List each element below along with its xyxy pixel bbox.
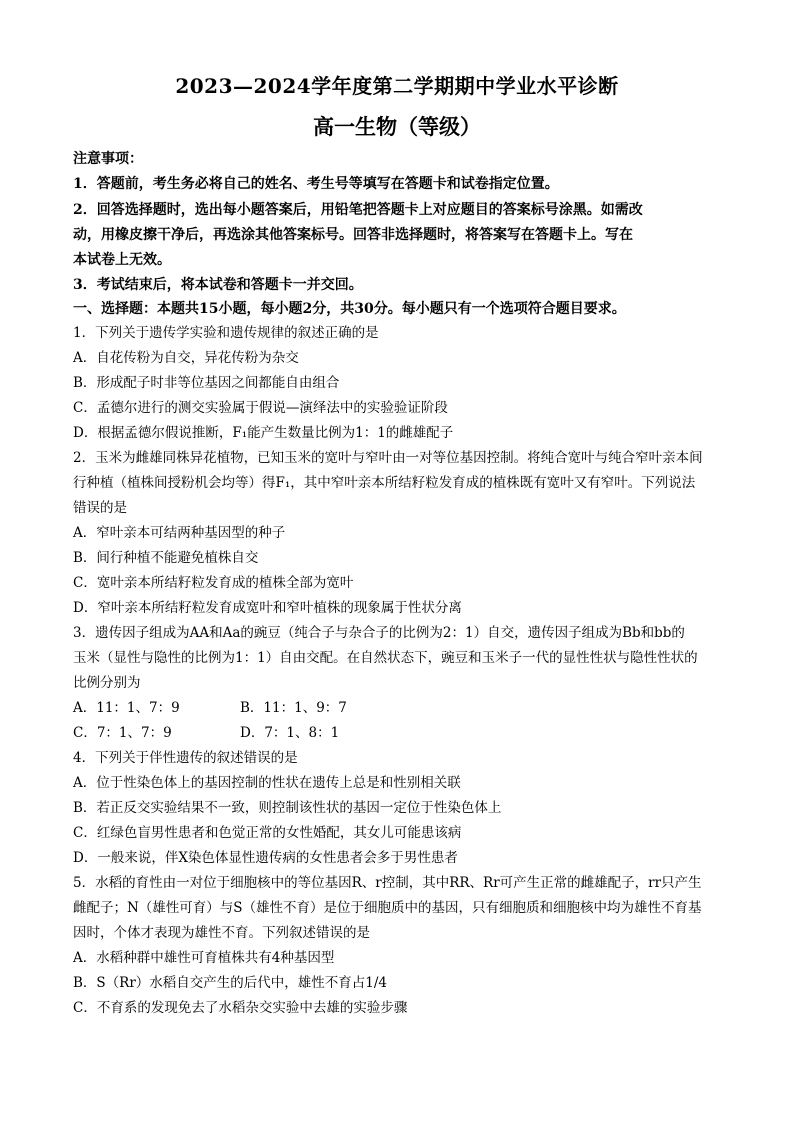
section-1-heading: 一、选择题：本题共15小题，每小题2分，共30分。每小题只有一个选项符合题目要求。 bbox=[73, 301, 626, 317]
q4-option-a: A．位于性染色体上的基因控制的性状在遗传上总是和性别相关联 bbox=[73, 775, 461, 791]
q1-option-b: B．形成配子时非等位基因之间都能自由组合 bbox=[73, 375, 340, 391]
q2-stem-line-2: 行种植（植株间授粉机会均等）得F₁，其中窄叶亲本所结籽粒发育成的植株既有宽叶又有窄叶。下列说法 bbox=[73, 475, 696, 491]
q1-stem: 1．下列关于遗传学实验和遗传规律的叙述正确的是 bbox=[73, 325, 379, 341]
q4-option-c: C．红绿色盲男性患者和色觉正常的女性婚配，其女儿可能患该病 bbox=[73, 825, 462, 841]
notice-heading: 注意事项： bbox=[73, 151, 143, 167]
exam-subtitle: 高一生物（等级） bbox=[313, 114, 481, 139]
exam-title: 2023—2024学年度第二学期期中学业水平诊断 bbox=[175, 74, 619, 98]
q3-stem-line-2: 玉米（显性与隐性的比例为1：1）自由交配。在自然状态下，豌豆和玉米子一代的显性性状与隐性性状的 bbox=[73, 650, 698, 666]
q3-option-d: D．7：1、8：1 bbox=[240, 725, 340, 741]
q5-stem-line-1: 5．水稻的育性由一对位于细胞核中的等位基因R、r控制，其中RR、Rr可产生正常的雌雄配子，rr只产生 bbox=[73, 875, 702, 891]
q2-option-b: B．间行种植不能避免植株自交 bbox=[73, 550, 259, 566]
q5-option-a: A．水稻种群中雄性可育植株共有4种基因型 bbox=[73, 950, 335, 966]
q4-option-b: B．若正反交实验结果不一致，则控制该性状的基因一定位于性染色体上 bbox=[73, 800, 502, 816]
notice-item-2-line-1: 2．回答选择题时，选出每小题答案后，用铅笔把答题卡上对应题目的答案标号涂黑。如需改 bbox=[73, 202, 643, 218]
q5-stem-line-3: 因时，个体才表现为雄性不育。下列叙述错误的是 bbox=[73, 925, 370, 941]
q2-stem-line-3: 错误的是 bbox=[73, 500, 127, 516]
q2-option-a: A．窄叶亲本可结两种基因型的种子 bbox=[73, 525, 286, 541]
q3-option-a: A．11：1、7：9 bbox=[73, 700, 180, 716]
notice-item-2-line-2: 动，用橡皮擦干净后，再选涂其他答案标号。回答非选择题时，将答案写在答题卡上。写在 bbox=[73, 227, 633, 243]
q5-option-c: C．不育系的发现免去了水稻杂交实验中去雄的实验步骤 bbox=[73, 1000, 408, 1016]
notice-item-3: 3．考试结束后，将本试卷和答题卡一并交回。 bbox=[73, 277, 363, 293]
q1-option-a: A．自花传粉为自交，异花传粉为杂交 bbox=[73, 350, 299, 366]
q4-stem: 4．下列关于伴性遗传的叙述错误的是 bbox=[73, 750, 298, 766]
q5-stem-line-2: 雌配子；N（雄性可育）与S（雄性不育）是位于细胞质中的基因，只有细胞质和细胞核中均为雄性不育基 bbox=[73, 900, 702, 916]
q1-option-c: C．孟德尔进行的测交实验属于假说—演绎法中的实验验证阶段 bbox=[73, 400, 448, 416]
q2-option-d: D．窄叶亲本所结籽粒发育成宽叶和窄叶植株的现象属于性状分离 bbox=[73, 600, 462, 616]
q2-option-c: C．宽叶亲本所结籽粒发育成的植株全部为宽叶 bbox=[73, 575, 354, 591]
q1-option-d: D．根据孟德尔假说推断，F₁能产生数量比例为1：1的雌雄配子 bbox=[73, 425, 454, 441]
q2-stem-line-1: 2．玉米为雌雄同株异花植物，已知玉米的宽叶与窄叶由一对等位基因控制。将纯合宽叶与纯合窄叶亲本间 bbox=[73, 450, 703, 466]
q3-option-c: C．7：1、7：9 bbox=[73, 725, 172, 741]
q4-option-d: D．一般来说，伴X染色体显性遗传病的女性患者会多于男性患者 bbox=[73, 850, 458, 866]
notice-item-2-line-3: 本试卷上无效。 bbox=[73, 252, 171, 268]
q3-stem-line-1: 3．遗传因子组成为AA和Aa的豌豆（纯合子与杂合子的比例为2：1）自交，遗传因子组成为Bb和bb的 bbox=[73, 625, 685, 641]
q3-stem-line-3: 比例分别为 bbox=[73, 675, 141, 691]
q3-option-b: B．11：1、9：7 bbox=[240, 700, 347, 716]
notice-item-1: 1．答题前，考生务必将自己的姓名、考生号等填写在答题卡和试卷指定位置。 bbox=[73, 176, 559, 192]
q5-option-b: B．S（Rr）水稻自交产生的后代中，雄性不育占1/4 bbox=[73, 975, 388, 991]
